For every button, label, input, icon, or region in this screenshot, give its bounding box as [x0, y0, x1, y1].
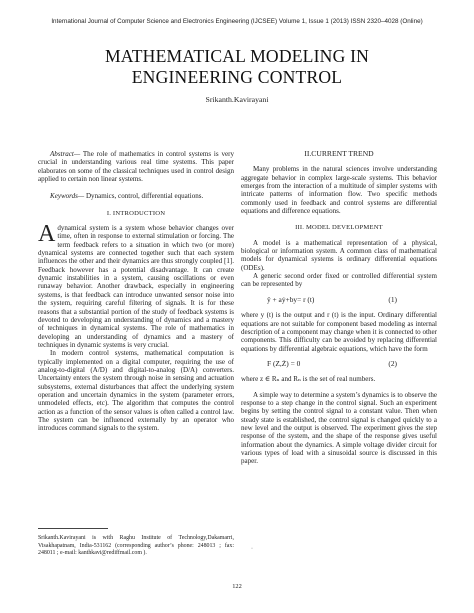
intro-paragraph-2: In modern control systems, mathematical computation is typically implemented on a digital computer, requiring the use of analog-to-digital (A/D) and digital-to-analog (D/A) converters. Uncertainty enters the system through noise in sensing and actuation subsystems, external disturbances that affect the underlying system operation and uncertain dynamics in the system (parameter errors, unmodeled effects, etc). The algorithm that computes the control action as a function of the sensor values is often called a control law. The system can be influenced externally by an operator who introduces command signals to the system.: [38, 349, 234, 433]
equation-2-number: (2): [388, 358, 397, 368]
model-paragraph-3: where y (t) is the output and r (t) is the input. Ordinary differential equations are not suitable for component based modeling as internal description of a component may change when it is connected to other components. This difficulty can be avoided by replacing differential equations by differential algebraic equations, which have the form: [241, 311, 437, 353]
stray-mark: ·: [251, 546, 253, 552]
model-paragraph-1: A model is a mathematical representation of a physical, biological or information system. A common class of mathematical models for dynamical systems is ordinary differential equations (ODEs).: [241, 238, 437, 272]
equation-1-number: (1): [388, 294, 397, 304]
section-heading-introduction: I. INTRODUCTION: [106, 209, 166, 217]
equation-2-expression: F (Z,Ż) = 0: [267, 358, 301, 368]
keywords-label: Keywords—: [50, 192, 85, 201]
paper-title: [0, 46, 474, 88]
intro-paragraph-1-text: dynamical system is a system whose behavior changes over time, often in response to external stimulation or forcing. The term feedback refers to a situation in which two (or more) dynamical systems are connected together such that each system influences the other and their dynamics are thus strongly coupled [1]. Feedback however has a potential disadvantage. It can create dynamic instabilities in a system, causing oscillations or even runaway behavior. Another drawback, especially in engineering systems, is that feedback can introduce unwanted sensor noise into the system, requiring careful filtering of signals. It is for these reasons that a substantial portion of the study of feedback systems is devoted to developing an understanding of dynamics and a mastery of techniques in dynamical systems. The role of mathematics in developing an understanding of dynamics and a mastery of techniques in dynamic systems is very crucial.: [38, 224, 234, 349]
model-paragraph-5: A simple way to determine a system’s dynamics is to observe the response to a step change in the control signal. Such an experiment begins by setting the control signal to a constant value. Then when steady state is established, the control signal is changed quickly to a new level and the output is observed. The experiment gives the step response of the system, and the shape of the response gives useful information about the dynamics. A simple voltage divider circuit for various types of load with a sinusoidal source is discussed in this paper.: [241, 390, 437, 466]
intro-paragraph-1: [38, 221, 234, 349]
title-line-2: ENGINEERING CONTROL: [131, 67, 343, 87]
title-line-1: MATHEMATICAL MODELING IN: [104, 46, 370, 66]
author-name: Srikanth.Kavirayani: [205, 95, 269, 104]
section-heading-current-trend: II.CURRENT TREND: [304, 149, 374, 158]
left-column: [38, 150, 234, 433]
author-footnote: Srikanth.Kavirayani is with Raghu Institute of Technology,Dakamarri, Visakhapatnam, India-531162 (corresponding author’s phone: 248013 ; fax: 248011 ; e-mail: kanthkavi@rediffmail.com ).: [38, 535, 234, 557]
abstract-text: The role of mathematics in control systems is very crucial in understanding various real time systems. This paper elaborates on some of the classical techniques used in control design applied to certain non linear systems.: [38, 150, 234, 184]
current-trend-paragraph: Many problems in the natural sciences involve understanding aggregate behavior in complex large-scale systems. This behavior emerges from the interaction of a multitude of simpler systems with intricate patterns of information flow. Two specific methods commonly used in feedback and control systems are differential equations and difference equations.: [241, 165, 437, 216]
equation-2: [241, 360, 437, 368]
drop-cap: A: [38, 221, 56, 248]
section-heading-model-development: III. MODEL DEVELOPMENT: [295, 224, 383, 232]
equation-1: [241, 296, 437, 304]
keywords: [38, 192, 234, 200]
page-number: 122: [232, 583, 242, 590]
equation-1-expression: ÿ + aẏ+by= r (t): [267, 294, 315, 304]
footnote-divider: [38, 528, 108, 529]
keywords-text: Dynamics, control, differential equations.: [84, 192, 204, 201]
right-column: [241, 150, 437, 466]
abstract-label: Abstract—: [50, 150, 81, 158]
abstract: [38, 150, 234, 183]
model-paragraph-4: where z ∈ Rₙ and Rₙ is the set of real numbers.: [241, 375, 376, 384]
journal-header: International Journal of Computer Science and Electronics Engineering (IJCSEE) Volume 1, Issue 1 (2013) ISSN 2320–4028 (Online): [51, 18, 423, 25]
model-paragraph-2: A generic second order fixed or controlled differential system can be represented by: [241, 272, 437, 289]
